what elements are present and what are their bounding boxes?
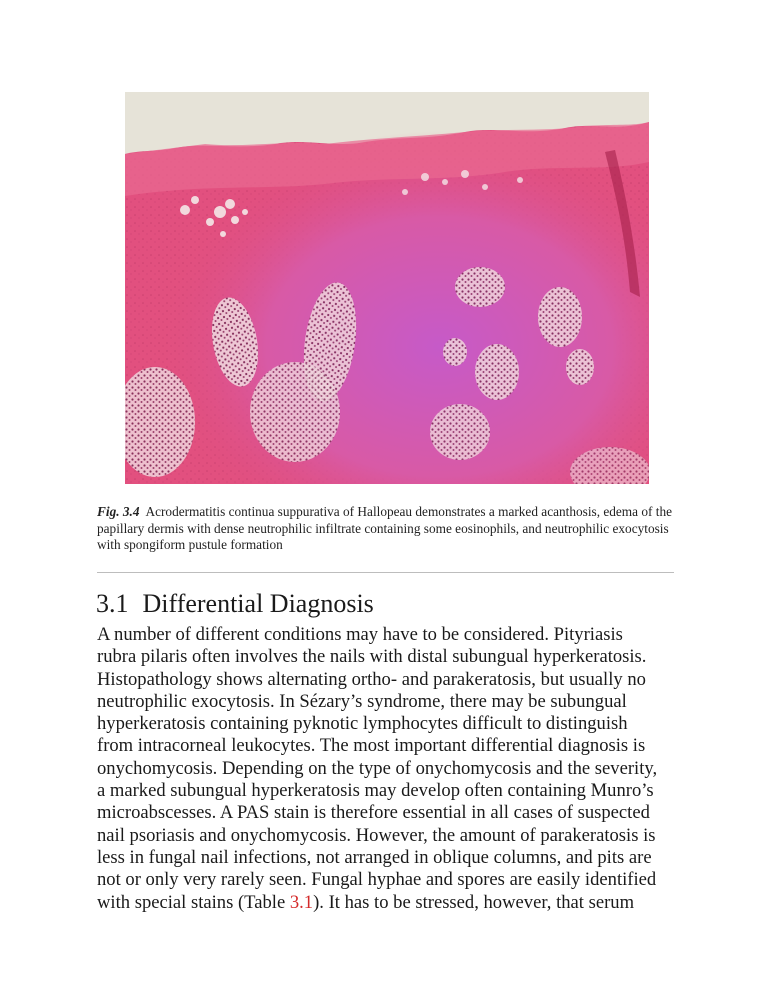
table-reference-link[interactable]: 3.1 — [289, 891, 314, 913]
body-line: less in fungal nail infections, not arranged in oblique columns, and pits are — [97, 846, 652, 868]
body-line: not or only very rarely seen. Fungal hyphae and spores are easily identified — [97, 869, 657, 891]
body-text-fragment: with special stains (Table — [97, 891, 290, 913]
section-number: 3.1 — [96, 589, 129, 618]
body-line: neutrophilic exocytosis. In Sézary’s syndrome, there may be subungual — [97, 690, 627, 712]
body-line: a marked subungual hyperkeratosis may develop often containing Munro’s — [97, 780, 654, 802]
body-line: Histopathology shows alternating ortho- and parakeratosis, but usually no — [97, 668, 646, 690]
histology-image — [125, 92, 649, 484]
body-line: rubra pilaris often involves the nails with distal subungual hyperkeratosis. — [97, 646, 647, 668]
section-title: Differential Diagnosis — [142, 589, 374, 618]
histology-figure — [125, 92, 649, 484]
body-line: from intracorneal leukocytes. The most important differential diagnosis is — [97, 735, 646, 757]
body-line: microabscesses. A PAS stain is therefore essential in all cases of suspected — [97, 802, 650, 824]
body-text-fragment: ). It has to be stressed, however, that serum — [313, 891, 635, 913]
body-paragraph — [97, 624, 687, 914]
body-line: onychomycosis. Depending on the type of onychomycosis and the severity, — [97, 757, 658, 779]
caption-text: Acrodermatitis continua suppurativa of Hallopeau demonstrates a marked acanthosis, edema of the papillary dermis with dense neutrophilic infiltrate containing some eosinophils, and neutrophilic exocytosis with spongiform pustule formation — [97, 504, 673, 552]
body-line-last — [97, 892, 687, 914]
section-divider — [97, 572, 674, 573]
body-line: hyperkeratosis containing pyknotic lymphocytes difficult to distinguish — [97, 713, 628, 735]
figure-label: Fig. 3.4 — [97, 504, 140, 519]
figure-caption — [97, 504, 682, 554]
body-line: A number of different conditions may have to be considered. Pityriasis — [97, 624, 623, 645]
section-heading — [96, 588, 374, 620]
body-line: nail psoriasis and onychomycosis. However, the amount of parakeratosis is — [97, 824, 656, 846]
